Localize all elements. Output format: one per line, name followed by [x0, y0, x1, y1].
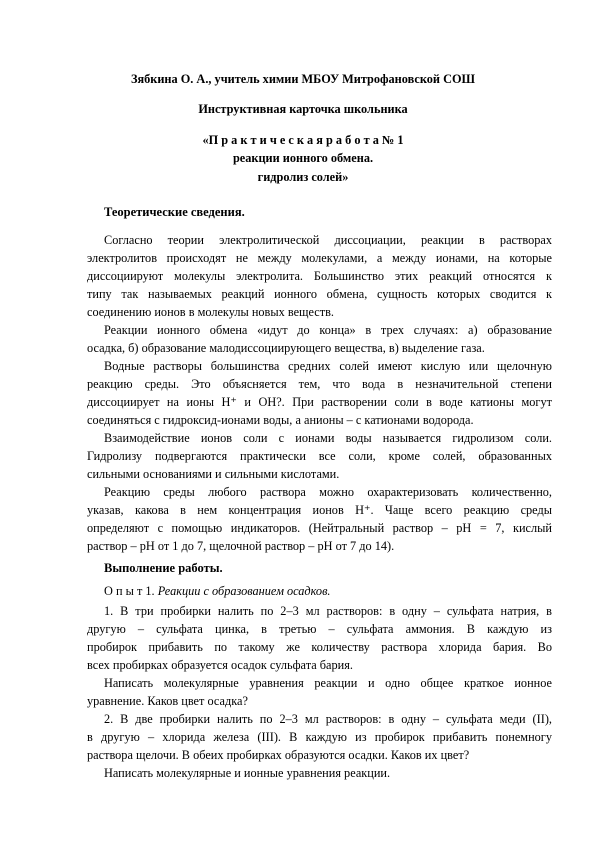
text-line: реакцию среды. Это объясняется тем, что вода в незначительной степени — [87, 377, 552, 391]
text-line: 2. В две пробирки налить по 2–3 мл растворов: в одну – сульфата меди (II), — [104, 712, 552, 726]
work-text — [87, 602, 552, 782]
experiment-heading — [104, 584, 331, 599]
text-line: другую – сульфата цинка, в третью – сульфата аммония. В каждую из — [87, 622, 552, 636]
subtitle-1: реакции ионного обмена. — [232, 151, 374, 165]
text-line: Реакцию среды любого раствора можно охарактеризовать количественно, — [104, 485, 552, 499]
card-type: Инструктивная карточка школьника — [198, 102, 408, 116]
work-heading: Выполнение работы. — [104, 561, 223, 575]
text-line: раствора щелочи. В обеих пробирках образуются осадки. Каков их цвет? — [87, 748, 470, 762]
text-line: указав, какова в нем концентрация ионов Н⁺. Чаще всего реакцию среды — [87, 503, 552, 517]
subtitle-2: гидролиз солей» — [257, 170, 349, 184]
text-line: определяют с помощью индикаторов. (Нейтральный раствор – рН = 7, кислый — [87, 521, 552, 535]
text-line: диссоциируют молекулы электролита. Большинство этих реакций относятся к — [87, 269, 552, 283]
text-line: осадка, б) образование малодиссоциирующего вещества, в) выделение газа. — [87, 341, 485, 355]
theory-text — [87, 231, 552, 555]
text-line: Написать молекулярные уравнения реакции и одно общее краткое ионное — [104, 676, 552, 690]
text-line: всех пробирках образуется осадок сульфата бария. — [87, 658, 353, 672]
experiment-label: О п ы т 1. — [104, 584, 155, 598]
text-line: диссоциирует на ионы Н⁺ и ОН?. При растворении соли в воде катионы могут — [87, 395, 552, 409]
work-title: «П р а к т и ч е с к а я р а б о т а № 1 — [202, 133, 404, 147]
author-line: Зябкина О. А., учитель химии МБОУ Митрофановской СОШ — [130, 72, 476, 86]
text-line: в другую – хлорида железа (III). В каждую из пробирок прибавить понемногу — [87, 730, 552, 744]
text-line: Написать молекулярные и ионные уравнения реакции. — [104, 766, 391, 780]
text-line: Гидролизу подвергаются практически все соли, кроме солей, образованных — [87, 449, 552, 463]
text-line: соединению ионов в молекулы новых веществ. — [87, 305, 334, 319]
text-line: Реакции ионного обмена «идут до конца» в трех случаях: а) образование — [104, 323, 552, 337]
experiment-title: Реакции с образованием осадков. — [157, 584, 331, 598]
text-line: Взаимодействие ионов соли с ионами воды называется гидролизом соли. — [104, 431, 552, 445]
text-line: сильными основаниями и сильными кислотами. — [87, 467, 340, 481]
text-line: электролитов происходят не между молекулами, а между ионами, на которые — [87, 251, 552, 265]
text-line: уравнение. Каков цвет осадка? — [87, 694, 248, 708]
text-line: 1. В три пробирки налить по 2–3 мл растворов: в одну – сульфата натрия, в — [104, 604, 552, 618]
text-line: Водные растворы большинства средних солей имеют кислую или щелочную — [104, 359, 552, 373]
text-line: раствор – рН от 1 до 7, щелочной раствор – рН от 7 до 14). — [87, 539, 395, 553]
text-line: Согласно теории электролитической диссоциации, реакции в растворах — [104, 233, 552, 247]
text-line: пробирок прибавить по такому же количеству раствора хлорида бария. Во — [87, 640, 552, 654]
theory-heading: Теоретические сведения. — [104, 205, 245, 219]
text-line: соединяться с гидроксид-ионами воды, а анионы – с катионами водорода. — [87, 413, 474, 427]
text-line: типу так называемых реакций ионного обмена, сущность которых сводится к — [87, 287, 552, 301]
